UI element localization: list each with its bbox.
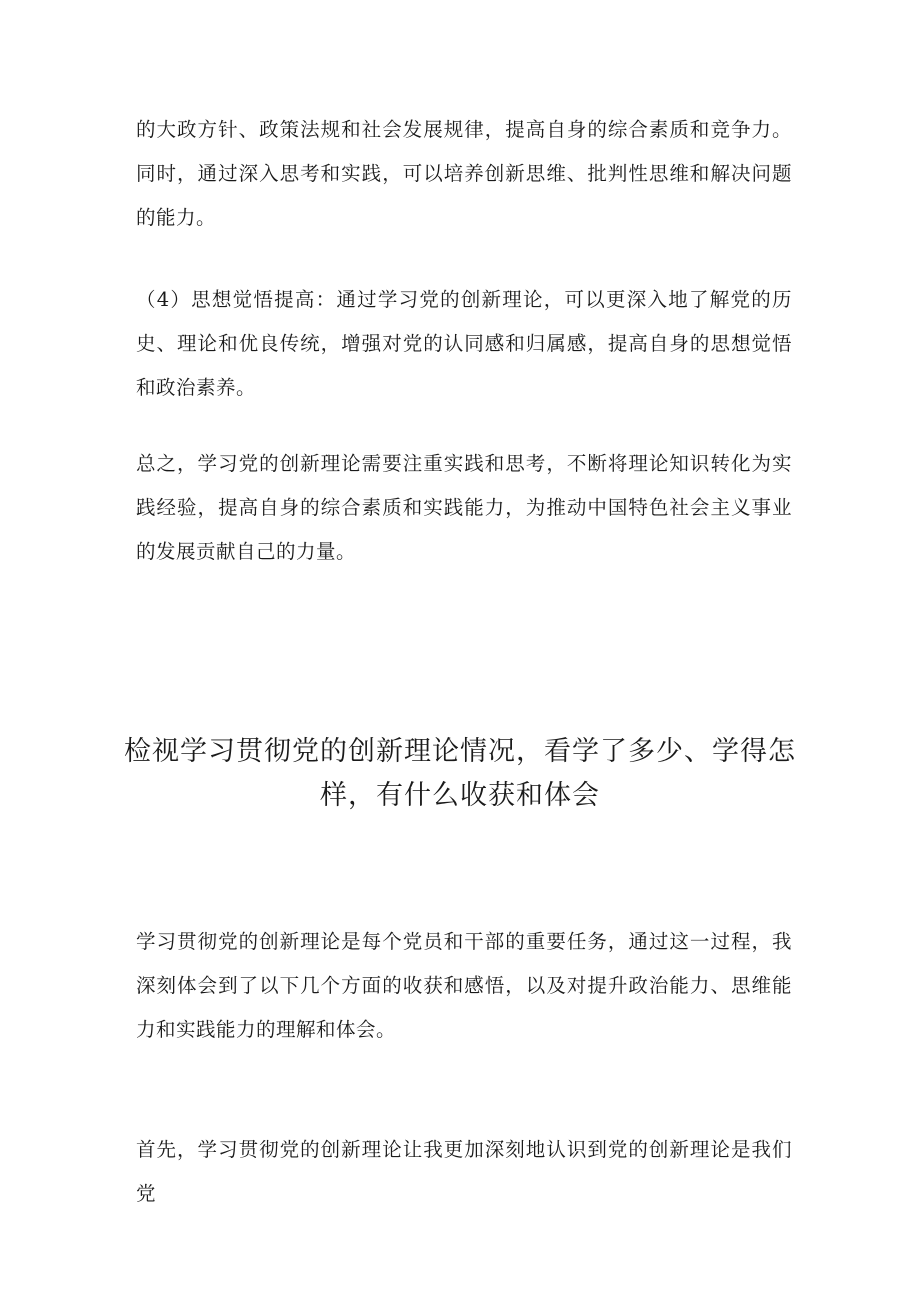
section-title: 检视学习贯彻党的创新理论情况，看学了多少、学得怎样，有什么收获和体会 (124, 736, 796, 811)
paragraph-first-point: 首先，学习贯彻党的创新理论让我更加深刻地认识到党的创新理论是我们党 (136, 1138, 792, 1205)
paragraph-intro: 学习贯彻党的创新理论是每个党员和干部的重要任务，通过这一过程，我深刻体会到了以下几个方面的收获和感悟，以及对提升政治能力、思维能力和实践能力的理解和体会。 (136, 930, 792, 1041)
paragraph-summary: 总之，学习党的创新理论需要注重实践和思考，不断将理论知识转化为实践经验，提高自身的综合素质和实践能力，为推动中国特色社会主义事业的发展贡献自己的力量。 (136, 452, 792, 563)
paragraph-item-4: （4）思想觉悟提高：通过学习党的创新理论，可以更深入地了解党的历史、理论和优良传统，增强对党的认同感和归属感，提高自身的思想觉悟和政治素养。 (136, 288, 792, 399)
paragraph-continuation: 的大政方针、政策法规和社会发展规律，提高自身的综合素质和竞争力。同时，通过深入思考和实践，可以培养创新思维、批判性思维和解决问题的能力。 (136, 118, 792, 229)
